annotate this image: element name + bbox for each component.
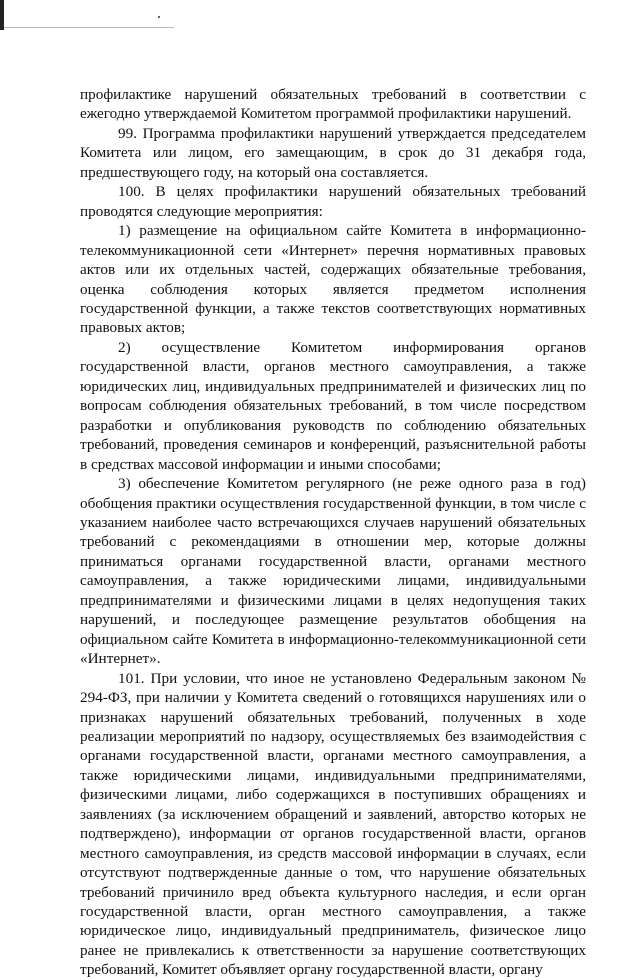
paragraph-100-item-3: 3) обеспечение Комитетом регулярного (не реже одного раза в год) обобщения практики осуществления государственной функции, в том числе с указанием наиболее часто встречающихся случаев нарушений обязательных требований с рекомендациями в отношении мер, которые должны приниматься органами государственной власти, органами местного самоуправления, а также юридическими лицами, индивидуальными предпринимателями и физическими лицами в целях недопущения таких нарушений, и последующее размещение результатов обобщения на официальном сайте Комитета в информационно-телекоммуникационной сети «Интернет». — [80, 475, 586, 668]
paragraph-101: 101. При условии, что иное не установлено Федеральным законом № 294-ФЗ, при наличии у Комитета сведений о готовящихся нарушениях или о признаках нарушений обязательных требований, полученных в ходе реализации мероприятий по надзору, осуществляемых без взаимодействия с органами государственной власти, органами местного самоуправления, а также юридическими лицами, индивидуальными предпринимателями, физическими лицами, либо содержащихся в поступивших обращениях и заявлениях (за исключением обращений и заявлений, авторство которых не подтверждено), информации от органов государственной власти, органов местного самоуправления, из средств массовой информации в случаях, если отсутствуют подтвержденные данные о том, что нарушение обязательных требований причинило вред объекта культурного наследия, и если орган государственной власти, орган местного самоуправления, а также юридическое лицо, индивидуальный предприниматель, физическое лицо ранее не привлекались к ответственности за нарушение соответствующих требований, Комитет объявляет органу государственной власти, органу — [80, 669, 586, 979]
paragraph-100-item-1: 1) размещение на официальном сайте Комитета в информационно-телекоммуникационной сети «Интернет» перечня нормативных правовых актов или их отдельных частей, содержащих обязательные требования, оценка соблюдения которых является предметом исполнения государственной функции, а также текстов соответствующих нормативных правовых актов; — [80, 222, 586, 337]
paragraph-continued: профилактике нарушений обязательных требований в соответствии с ежегодно утверждаемой Комитетом программой профилактики нарушений. — [80, 86, 586, 123]
scan-top-rule — [4, 27, 174, 28]
paragraph-100: 100. В целях профилактики нарушений обязательных требований проводятся следующие мероприятия: — [80, 183, 586, 220]
scan-left-mark — [0, 0, 4, 30]
scan-top-edge — [0, 0, 640, 40]
document-page — [80, 85, 586, 980]
scan-dot-mark — [158, 16, 160, 18]
paragraph-100-item-2: 2) осуществление Комитетом информирования органов государственной власти, органов местного самоуправления, а также юридических лиц, индивидуальных предпринимателей и физических лиц по вопросам соблюдения обязательных требований, в том числе посредством разработки и опубликования руководств по соблюдению обязательных требований, проведения семинаров и конференций, разъяснительной работы в средствах массовой информации и иными способами; — [80, 338, 586, 473]
paragraph-99: 99. Программа профилактики нарушений утверждается председателем Комитета или лицом, его замещающим, в срок до 31 декабря года, предшествующего году, на который она составляется. — [80, 124, 586, 181]
